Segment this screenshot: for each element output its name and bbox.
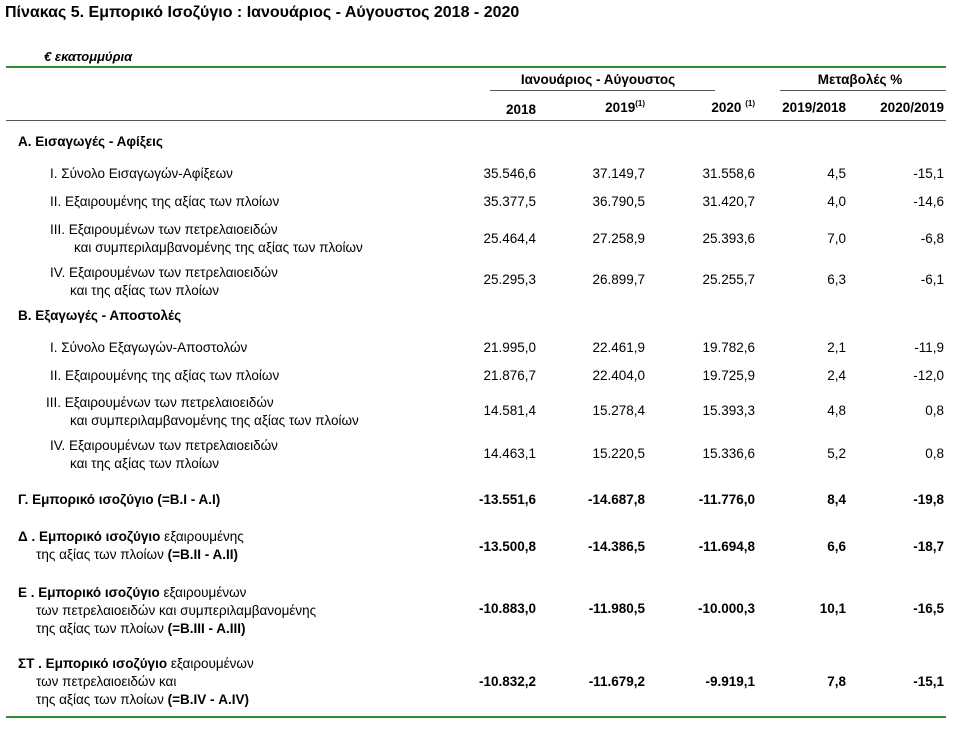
header-underline-period xyxy=(490,90,715,91)
row-value: 35.546,6 xyxy=(483,166,536,181)
balance-value: 10,1 xyxy=(819,601,846,616)
balance-value: 8,4 xyxy=(827,492,846,507)
row-value: -11,9 xyxy=(914,340,944,355)
section-b-heading: Β. Εξαγωγές - Αποστολές xyxy=(18,308,182,323)
header-col-2020: 2020 $^{(1)}$ xyxy=(711,99,755,115)
balance-label-continued: της αξίας των πλοίων (=Β.ΙV - Α.ΙV) xyxy=(36,692,249,707)
row-value: 19.725,9 xyxy=(702,368,755,383)
balance-value: -18,7 xyxy=(913,539,944,554)
row-value: 22.404,0 xyxy=(592,368,645,383)
balance-label: Γ. Εμπορικό ισοζύγιο (=Β.Ι - Α.Ι) xyxy=(18,492,221,507)
row-value: 4,8 xyxy=(827,403,846,418)
section-a-heading: Α. Εισαγωγές - Αφίξεις xyxy=(18,134,163,149)
row-label: ΙΙΙ. Εξαιρουμένων των πετρελαιοειδών xyxy=(50,222,278,237)
row-label-continued: και συμπεριλαμβανομένης της αξίας των πλοίων xyxy=(74,240,363,255)
row-value: 26.899,7 xyxy=(592,272,645,287)
row-value: -14,6 xyxy=(913,194,944,209)
balance-value: -19,8 xyxy=(913,492,944,507)
balance-label-continued: της αξίας των πλοίων (=Β.ΙΙΙ - Α.ΙΙΙ) xyxy=(36,621,246,636)
balance-value: -11.980,5 xyxy=(588,601,645,616)
row-value: 36.790,5 xyxy=(592,194,645,209)
row-value: 19.782,6 xyxy=(702,340,755,355)
balance-value: -13.500,8 xyxy=(478,539,536,554)
row-label-continued: και συμπεριλαμβανομένης της αξίας των πλοίων xyxy=(70,413,359,428)
row-value: 25.255,7 xyxy=(702,272,755,287)
balance-label: Δ . Εμπορικό ισοζύγιο εξαιρουμένης xyxy=(18,529,244,544)
row-value: 25.464,4 xyxy=(483,231,536,246)
row-value: 22.461,9 xyxy=(592,340,645,355)
balance-value: -11.694,8 xyxy=(698,539,755,554)
balance-value: 6,6 xyxy=(827,539,846,554)
row-value: 0,8 xyxy=(925,446,944,461)
header-group-period: Ιανουάριος - Αύγουστος xyxy=(520,72,676,87)
top-green-rule xyxy=(6,66,946,68)
row-value: 25.393,6 xyxy=(702,231,755,246)
balance-value: -16,5 xyxy=(913,601,944,616)
bottom-green-rule xyxy=(6,716,946,718)
row-value: 15.393,3 xyxy=(702,403,755,418)
row-label-continued: και της αξίας των πλοίων xyxy=(70,456,219,471)
row-value: 0,8 xyxy=(925,403,944,418)
row-value: 21.876,7 xyxy=(483,368,536,383)
row-value: 27.258,9 xyxy=(592,231,645,246)
balance-value: -14.687,8 xyxy=(587,492,645,507)
balance-label-continued: της αξίας των πλοίων (=Β.ΙΙ - Α.ΙΙ) xyxy=(36,547,238,562)
balance-value: 7,8 xyxy=(827,674,846,689)
row-label: ΙV. Εξαιρουμένων των πετρελαιοειδών xyxy=(50,438,278,453)
balance-value: -11.679,2 xyxy=(588,674,645,689)
row-value: 37.149,7 xyxy=(592,166,645,181)
balance-value: -9.919,1 xyxy=(705,674,755,689)
header-col-change-2020-2019: 2020/2019 xyxy=(880,100,944,115)
row-label: ΙΙ. Εξαιρουμένης της αξίας των πλοίων xyxy=(50,194,280,209)
balance-value: -14.386,5 xyxy=(587,539,645,554)
balance-value: -10.832,2 xyxy=(478,674,536,689)
row-value: 5,2 xyxy=(827,446,846,461)
row-label: ΙΙ. Εξαιρουμένης της αξίας των πλοίων xyxy=(50,368,280,383)
balance-label: Ε . Εμπορικό ισοζύγιο εξαιρουμένων xyxy=(18,585,247,600)
row-value: 2,4 xyxy=(827,368,846,383)
row-value: 2,1 xyxy=(827,340,846,355)
balance-value: -13.551,6 xyxy=(478,492,536,507)
row-value: 7,0 xyxy=(827,231,846,246)
balance-value: -11.776,0 xyxy=(698,492,755,507)
header-col-2018: 2018 xyxy=(505,102,536,117)
row-value: -6,1 xyxy=(920,272,944,287)
row-value: 31.420,7 xyxy=(702,194,755,209)
header-bottom-rule xyxy=(6,120,946,121)
row-value: -12,0 xyxy=(913,368,944,383)
row-value: 21.995,0 xyxy=(483,340,536,355)
row-value: 14.581,4 xyxy=(483,403,536,418)
row-value: 14.463,1 xyxy=(483,446,536,461)
header-underline-changes xyxy=(780,90,946,91)
balance-value: -10.000,3 xyxy=(697,601,755,616)
table-title: Πίνακας 5. Εμπορικό Ισοζύγιο : Ιανουάριος - Αύγουστος 2018 - 2020 xyxy=(5,4,520,21)
row-label: ΙΙΙ. Εξαιρουμένων των πετρελαιοειδών xyxy=(46,395,274,410)
row-value: 31.558,6 xyxy=(702,166,755,181)
row-value: -6,8 xyxy=(920,231,944,246)
row-label: Ι. Σύνολο Εξαγωγών-Αποστολών xyxy=(50,340,248,355)
unit-label: € εκατομμύρια xyxy=(44,49,133,64)
row-value: 25.295,3 xyxy=(483,272,536,287)
row-value: 4,5 xyxy=(827,166,846,181)
balance-label: ΣΤ . Εμπορικό ισοζύγιο εξαιρουμένων xyxy=(18,656,254,671)
balance-label-continued: των πετρελαιοειδών και xyxy=(36,674,177,689)
row-label: Ι. Σύνολο Εισαγωγών-Αφίξεων xyxy=(50,166,233,181)
header-col-2019: 2019$^{(1)}$ xyxy=(605,99,645,115)
balance-value: -15,1 xyxy=(913,674,944,689)
row-value: 15.278,4 xyxy=(592,403,645,418)
balance-value: -10.883,0 xyxy=(478,601,536,616)
row-label: ΙV. Εξαιρουμένων των πετρελαιοειδών xyxy=(50,265,278,280)
row-label-continued: και της αξίας των πλοίων xyxy=(70,283,219,298)
balance-label-continued: των πετρελαιοειδών και συμπεριλαμβανομένης xyxy=(36,603,317,618)
row-value: 35.377,5 xyxy=(483,194,536,209)
header-col-change-2019-2018: 2019/2018 xyxy=(782,100,846,115)
header-group-changes: Μεταβολές % xyxy=(817,72,903,87)
row-value: 6,3 xyxy=(827,272,846,287)
row-value: -15,1 xyxy=(913,166,944,181)
row-value: 15.220,5 xyxy=(592,446,645,461)
row-value: 15.336,6 xyxy=(702,446,755,461)
row-value: 4,0 xyxy=(827,194,846,209)
